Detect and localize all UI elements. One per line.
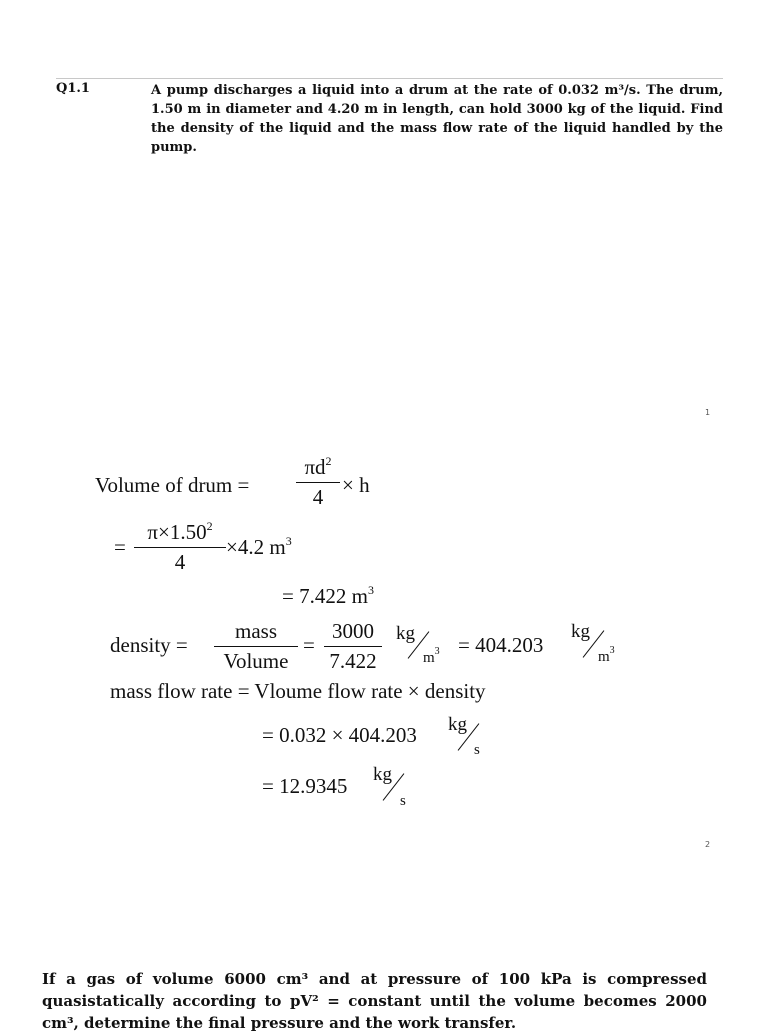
mass-flow-rate-step: = 0.032 × 404.203 bbox=[262, 723, 417, 747]
page-number: 1 bbox=[705, 408, 711, 417]
unit-s: s bbox=[474, 742, 480, 758]
step1-exponent: 2 bbox=[206, 519, 213, 533]
density-label: density = bbox=[110, 633, 188, 657]
question-divider bbox=[56, 78, 723, 79]
step1-numerator: π×1.50 bbox=[147, 520, 207, 544]
question-number: Q1.1 bbox=[56, 81, 90, 96]
unit-m3: $m^3$ bbox=[423, 646, 440, 666]
volume-formula-fraction bbox=[296, 455, 340, 510]
density-numerator-value: 3000 bbox=[332, 619, 374, 643]
unit-m3: $m^3$ bbox=[598, 645, 615, 665]
unit-s: s bbox=[400, 793, 406, 809]
page-number: 2 bbox=[705, 840, 711, 849]
volume-formula-numerator: πd bbox=[304, 455, 326, 479]
unit-kg: kg bbox=[373, 764, 392, 785]
density-fraction-numeric bbox=[324, 619, 382, 674]
volume-formula-tail: × h bbox=[342, 473, 370, 497]
density-denominator-value: 7.422 bbox=[329, 649, 377, 673]
volume-label: Volume of drum = bbox=[95, 473, 250, 497]
unit-kg: kg bbox=[396, 623, 415, 644]
step1-tail: ×4.2 $m^3$ bbox=[226, 534, 292, 559]
mass-flow-rate-result: = 12.9345 bbox=[262, 774, 348, 798]
unit-kg: kg bbox=[571, 621, 590, 642]
density-equals: = bbox=[303, 633, 315, 657]
volume-formula-denominator: 4 bbox=[312, 485, 324, 509]
volume-formula-exponent: 2 bbox=[325, 454, 332, 468]
mass-flow-rate-label: mass flow rate = Vloume flow rate × density bbox=[110, 679, 486, 703]
question-text bbox=[151, 81, 723, 157]
step1-fraction bbox=[134, 520, 226, 575]
unit-kg: kg bbox=[448, 714, 467, 735]
question2-text bbox=[42, 968, 707, 1034]
volume-result: = 7.422 $m^3$ bbox=[282, 583, 374, 608]
step1-denominator: 4 bbox=[174, 550, 186, 574]
density-fraction-symbolic bbox=[214, 619, 298, 674]
question2-body: If a gas of volume 6000 cm³ and at pressure of 100 kPa is compressed quasistatically according to pV² = constant until the volume becomes 2000 cm³, determine the final pressure and the work transfer. bbox=[42, 970, 707, 1032]
density-result: = 404.203 bbox=[458, 633, 544, 657]
step1-equals: = bbox=[114, 535, 126, 559]
question-body: A pump discharges a liquid into a drum at the rate of 0.032 m³/s. The drum, 1.50 m in diameter and 4.20 m in length, can hold 3000 kg of the liquid. Find the density of the liquid and the mass flow rate of the liquid handled by the pump. bbox=[151, 83, 723, 155]
density-numerator-mass: mass bbox=[235, 619, 277, 643]
density-denominator-volume: Volume bbox=[223, 649, 289, 673]
